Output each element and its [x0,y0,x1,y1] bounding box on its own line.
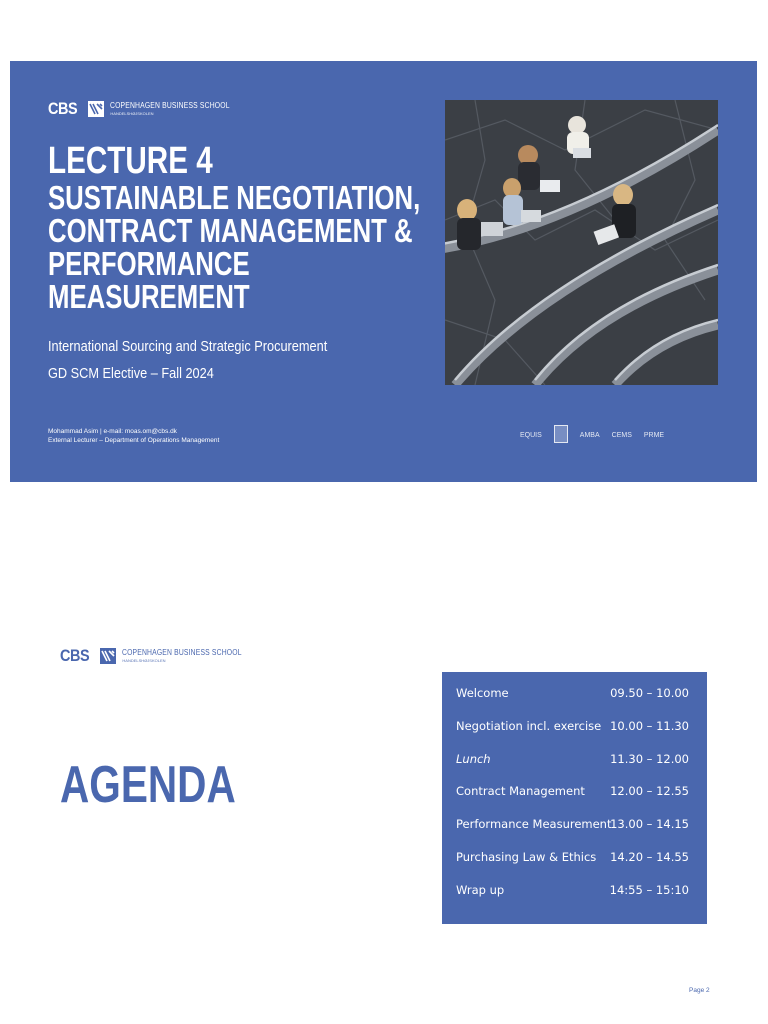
title-line: PERFORMANCE [48,245,250,282]
agenda-table [442,672,707,924]
aacsb-badge-icon [554,425,568,443]
page-number: Page 2 [689,987,710,994]
course-subtitle [48,333,327,387]
agenda-time: 09.50 – 10.00 [610,686,689,700]
agenda-row [442,850,707,883]
agenda-time: 14.20 – 14.55 [610,849,689,864]
agenda-time: 11.30 – 12.00 [610,751,689,766]
agenda-item: Contract Management [456,784,585,799]
students-photo [445,100,718,385]
cbs-logo-agenda [60,646,263,666]
logo-name: COPENHAGEN BUSINESS SCHOOL [110,101,231,110]
agenda-heading: AGENDA [60,756,236,814]
agenda-item: Performance Measurement [456,817,612,832]
agenda-item: Purchasing Law & Ethics [456,849,597,864]
agenda-item: Wrap up [456,882,505,897]
cbs-logo [48,99,251,119]
logo-abbr: CBS [60,646,90,665]
logo-tagline: HANDELSHØJSKOLEN [110,111,154,116]
agenda-row [442,883,707,916]
agenda-time: 12.00 – 12.55 [610,784,689,799]
course-term: GD SCM Elective – Fall 2024 [48,365,214,382]
agenda-row [442,784,707,817]
agenda-time: 10.00 – 11.30 [610,718,689,733]
agenda-item: Lunch [456,751,491,766]
title-slide [10,61,757,482]
accreditation-logo: AMBA [579,431,600,439]
cbs-mark-icon [100,648,116,664]
agenda-item: Negotiation incl. exercise [456,718,602,733]
students-photo-illustration [445,100,718,385]
accreditation-logo [554,425,568,445]
author-info [48,427,219,445]
agenda-row [442,752,707,785]
agenda-row [442,686,707,719]
logo-tagline: HANDELSHØJSKOLEN [122,658,166,663]
agenda-time: 13.00 – 14.15 [610,817,689,832]
course-name: International Sourcing and Strategic Procurement [48,338,328,355]
lecture-title-block [48,141,428,313]
cbs-mark-icon [88,101,104,117]
agenda-item: Welcome [456,686,509,700]
accreditation-logo: CEMS [611,431,632,439]
accreditation-logo: PRME [643,431,665,439]
title-line: SUSTAINABLE NEGOTIATION, [48,179,421,216]
accreditation-logos [520,425,664,445]
lecture-number: LECTURE 4 [48,140,213,182]
author-contact: Mohammad Asim | e-mail: moas.om@cbs.dk [48,428,177,435]
title-line: MEASUREMENT [48,278,250,315]
agenda-time: 14:55 – 15:10 [609,882,689,897]
agenda-row [442,817,707,850]
logo-abbr: CBS [48,99,78,118]
author-role: External Lecturer – Department of Operations Management [48,437,220,444]
title-line: CONTRACT MANAGEMENT & [48,212,413,249]
logo-name: COPENHAGEN BUSINESS SCHOOL [122,648,243,657]
accreditation-logo: EQUIS [520,431,542,439]
agenda-row [442,719,707,752]
lecture-title [48,181,422,313]
